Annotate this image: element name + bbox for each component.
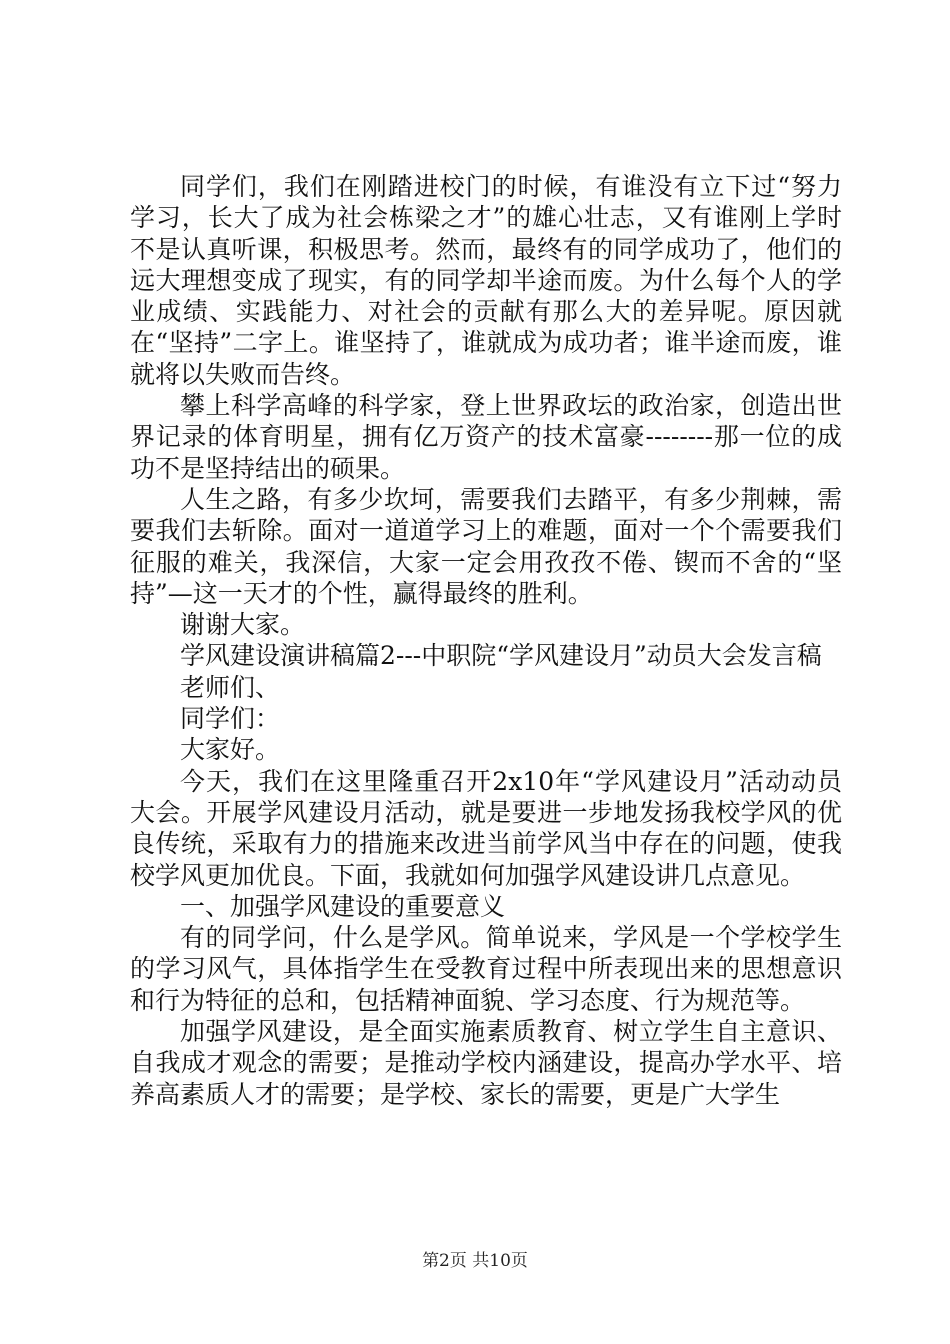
greeting-everyone: 大家好。 xyxy=(180,735,281,765)
paragraph-strengthen: 加强学风建设，是全面实施素质教育、树立学生自主意识、自我成才观念的需要；是推动学校内涵建设，提高办学水平、培养高素质人才的需要；是学校、家长的需要，更是广大学生 xyxy=(130,1017,842,1109)
section-heading-speech-2: 学风建设演讲稿篇2---中职院“学风建设月”动员大会发言稿 xyxy=(180,641,822,671)
paragraph-thanks: 谢谢大家。 xyxy=(180,610,306,640)
paragraph-road-of-life: 人生之路，有多少坎坷，需要我们去踏平，有多少荆棘，需要我们去斩除。面对一道道学习上的难题，面对一个个需要我们征服的难关，我深信，大家一定会用孜孜不倦、锲而不舍的“坚持”—这一天才的个性，赢得最终的胜利。 xyxy=(130,484,842,608)
paragraph-opening: 今天，我们在这里隆重召开2x10年“学风建设月”活动动员大会。开展学风建设月活动，就是要进一步地发扬我校学风的优良传统，采取有力的措施来改进当前学风当中存在的问题，使我校学风更加优良。下面，我就如何加强学风建设讲几点意见。 xyxy=(130,766,842,890)
greeting-teachers: 老师们、 xyxy=(180,672,281,702)
subheading-importance: 一、加强学风建设的重要意义 xyxy=(180,891,506,921)
paragraph-persistence-intro: 同学们，我们在刚踏进校门的时候，有谁没有立下过“努力学习，长大了成为社会栋梁之才”的雄心壮志，又有谁刚上学时不是认真听课，积极思考。然而，最终有的同学成功了，他们的远大理想变成了现实，有的同学却半途而废。为什么每个人的学业成绩、实践能力、对社会的贡献有那么大的差异呢。原因就在“坚持”二字上。谁坚持了，谁就成为成功者；谁半途而废，谁就将以失败而告终。 xyxy=(130,172,842,389)
paragraph-scientists: 攀上科学高峰的科学家，登上世界政坛的政治家，创造出世界记录的体育明星，拥有亿万资产的技术富豪--------那一位的成功不是坚持结出的硕果。 xyxy=(130,391,842,483)
page-number-footer: 第2页 共10页 xyxy=(422,1251,528,1271)
paragraph-what-is-study-style: 有的同学问，什么是学风。简单说来，学风是一个学校学生的学习风气，具体指学生在受教育过程中所表现出来的思想意识和行为特征的总和，包括精神面貌、学习态度、行为规范等。 xyxy=(130,923,842,1015)
document-body xyxy=(130,171,842,1110)
greeting-students: 同学们： xyxy=(180,704,281,734)
